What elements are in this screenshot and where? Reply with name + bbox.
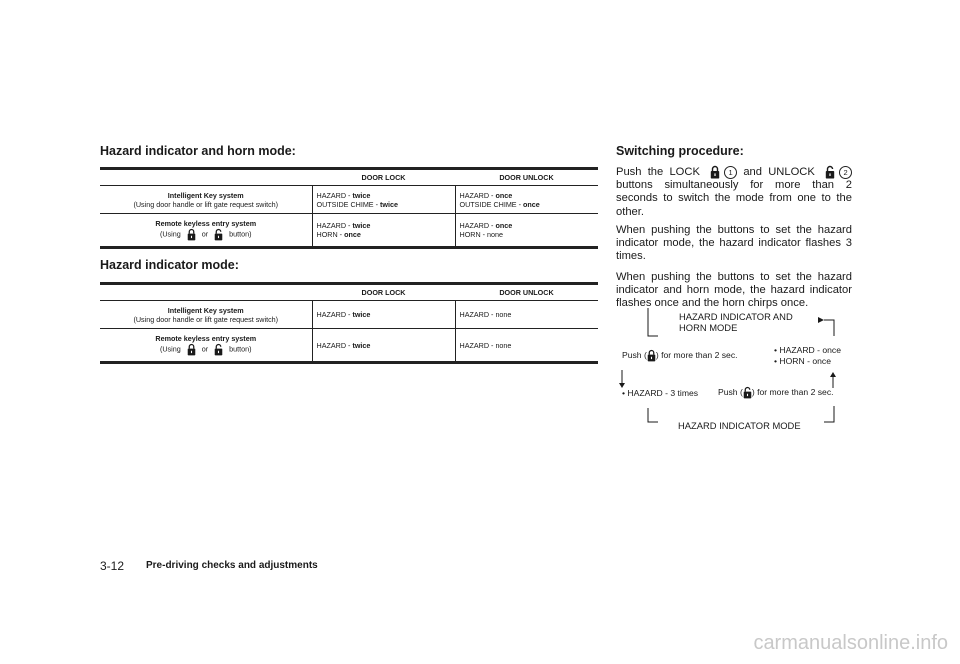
paragraph-3: When pushing the buttons to set the hazard indicator and horn mode, the hazard indicator flashes once and the horn chirps once. xyxy=(616,271,852,310)
lock-icon xyxy=(187,228,196,241)
table-header-row xyxy=(100,284,598,301)
watermark: carmanualsonline.info xyxy=(753,632,948,654)
top-box-right-bracket xyxy=(824,320,834,336)
paragraph-1: Push the LOCK 1 and UNLOCK 2 buttons simultaneously for more than 2 seconds to switch the mode from one to the other. xyxy=(616,165,852,218)
table-row: Remote keyless entry system (Using or button) HAZARD - twice HAZARD - none xyxy=(100,329,598,363)
unlock-icon xyxy=(743,386,752,399)
bottom-box-right-bracket xyxy=(824,406,834,422)
push-instruction-right: Push ( ) for more than 2 sec. xyxy=(718,386,834,399)
bottom-box-left-bracket xyxy=(648,408,658,422)
row-desc: (Using door handle or lift gate request switch) xyxy=(133,314,279,324)
unlock-icon xyxy=(214,228,223,241)
lock-icon xyxy=(647,349,656,362)
section-title-horn-mode: Hazard indicator and horn mode: xyxy=(100,144,296,158)
hazard-mode-result: • HAZARD - 3 times xyxy=(622,388,699,398)
header-door-lock: DOOR LOCK xyxy=(312,169,455,186)
table-row: Intelligent Key system (Using door handle or lift gate request switch) HAZARD - twice OUTSIDE CHIME - twice HAZARD - once OUTSIDE CHIME - once xyxy=(100,186,598,214)
callout-badge: 2 xyxy=(839,166,852,179)
header-door-unlock: DOOR UNLOCK xyxy=(455,169,598,186)
table-row: Intelligent Key system (Using door handle or lift gate request switch) HAZARD - twice HAZARD - none xyxy=(100,301,598,329)
unlock-icon xyxy=(214,343,223,356)
callout-badge: 1 xyxy=(724,166,737,179)
chapter-title: Pre-driving checks and adjustments xyxy=(146,560,318,571)
top-mode-box: HAZARD INDICATOR AND HORN MODE xyxy=(679,311,793,333)
lock-icon xyxy=(187,343,196,356)
top-right-arrowhead xyxy=(818,317,824,323)
row-name: Intelligent Key system xyxy=(167,190,244,200)
row-name: Remote keyless entry system xyxy=(155,219,257,228)
page-number: 3-12 xyxy=(100,559,125,573)
section-title-hazard-mode: Hazard indicator mode: xyxy=(100,258,239,272)
bottom-mode-box: HAZARD INDICATOR MODE xyxy=(678,420,801,431)
hazard-table xyxy=(100,282,598,364)
table-row: Remote keyless entry system (Using or button) HAZARD - twice HORN - once HAZARD - once HORN - none xyxy=(100,214,598,248)
row-desc: (Using door handle or lift gate request switch) xyxy=(133,199,279,209)
row-name: Intelligent Key system xyxy=(167,305,244,315)
hazard-horn-table xyxy=(100,167,598,249)
lock-icon xyxy=(710,165,720,179)
header-door-unlock: DOOR UNLOCK xyxy=(455,284,598,301)
row-name: Remote keyless entry system xyxy=(155,334,257,343)
right-up-arrowhead xyxy=(830,372,836,377)
table-header-row xyxy=(100,169,598,186)
top-box-left-bracket xyxy=(648,308,658,336)
paragraph-2: When pushing the buttons to set the hazard indicator mode, the hazard indicator flashes 3 times. xyxy=(616,224,852,263)
section-title-switching: Switching procedure: xyxy=(616,144,744,158)
horn-mode-results: • HAZARD - once • HORN - once xyxy=(774,345,842,366)
push-instruction-left: Push ( ) for more than 2 sec. xyxy=(622,349,738,362)
header-door-lock: DOOR LOCK xyxy=(312,284,455,301)
unlock-icon xyxy=(825,165,835,179)
